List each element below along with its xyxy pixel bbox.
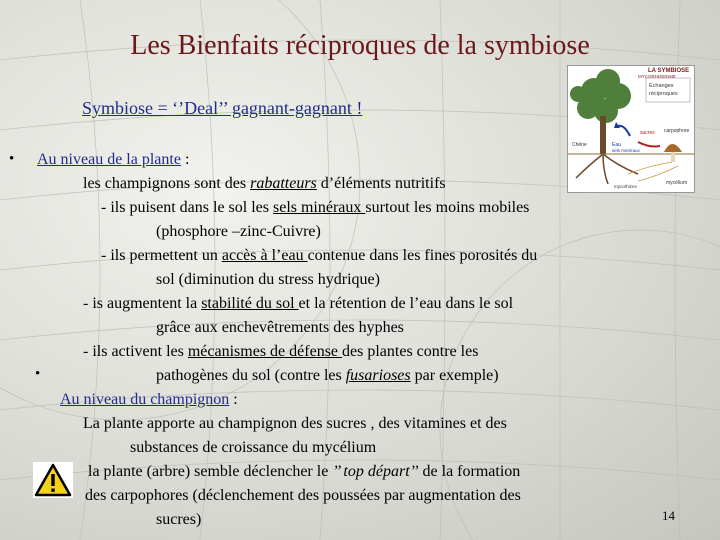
heading-plante-suffix: : <box>180 151 190 168</box>
label-carpophore: carpophore <box>664 128 690 134</box>
text: la plante (arbre) semble déclencher le <box>88 463 333 480</box>
label-echanges-2: réciproques <box>649 91 678 97</box>
label-echanges-1: Échanges <box>649 83 674 89</box>
heading-champignon-suffix: : <box>229 391 238 408</box>
champignon-line-2: substances de croissance du mycélium <box>130 439 377 456</box>
heading-champignon-text: Au niveau du champignon <box>60 391 230 408</box>
label-mycorhizes: mycorhizes <box>614 184 637 189</box>
label-sucres: sucres <box>640 130 655 136</box>
plante-line-4 <box>101 246 537 266</box>
text: par exemple) <box>410 367 499 384</box>
text: - ils activent les <box>83 343 188 360</box>
emphasis-fusarioses: fusarioses <box>345 367 411 384</box>
emphasis-rabatteurs: rabatteurs <box>250 175 317 192</box>
bullet-champignon: • <box>35 366 41 382</box>
warning-icon <box>33 462 73 498</box>
plante-line-1 <box>83 174 446 194</box>
mushroom-icon <box>664 144 682 162</box>
text: et la rétention de l’eau dans le sol <box>298 295 514 312</box>
text: - is augmentent la <box>83 295 202 312</box>
label-chene: Chêne <box>572 142 587 148</box>
plante-line-8 <box>83 342 478 362</box>
text: des plantes contre les <box>342 343 479 360</box>
emphasis-top-depart: ’’ top départ’’ <box>332 463 419 480</box>
plante-line-2 <box>101 198 529 218</box>
text: de la formation <box>418 463 521 480</box>
champignon-line-1: La plante apporte au champignon des sucres , des vitamines et des <box>83 415 507 432</box>
text: d’éléments nutritifs <box>316 175 446 192</box>
label-eau: Eau <box>612 142 621 148</box>
plante-line-6 <box>83 294 513 314</box>
emphasis-defense: mécanismes de défense <box>187 343 343 360</box>
tree-trunk <box>600 116 606 154</box>
champignon-line-5: sucres) <box>156 511 202 528</box>
emphasis-eau: accès à l’eau <box>221 247 308 264</box>
text: contenue dans les fines porosités du <box>307 247 538 264</box>
text: les champignons sont des <box>83 175 251 192</box>
label-sels: sels minéraux <box>612 148 640 153</box>
champignon-line-3 <box>88 462 520 482</box>
text: - ils puisent dans le sol les <box>101 199 273 216</box>
plante-line-9 <box>156 366 499 386</box>
emphasis-sels: sels minéraux <box>272 199 366 216</box>
slide-title: Les Bienfaits réciproques de la symbiose <box>130 30 590 61</box>
plante-line-7: grâce aux enchevêtrements des hyphes <box>156 319 404 336</box>
bullet-plante: • <box>9 151 15 167</box>
heading-plante-text: Au niveau de la plante <box>37 151 181 168</box>
emphasis-stabilite: stabilité du sol <box>201 295 299 312</box>
heading-champignon <box>60 390 238 410</box>
text: pathogènes du sol (contre les <box>156 367 346 384</box>
tree-canopy <box>570 69 631 123</box>
symbiosis-diagram <box>567 65 695 193</box>
slide-subtitle: Symbiose = ‘’Deal’’ gagnant-gagnant ! <box>82 98 363 118</box>
plante-line-5: sol (diminution du stress hydrique) <box>156 271 380 288</box>
heading-plante <box>37 150 189 170</box>
text: - ils permettent un <box>101 247 222 264</box>
page-number: 14 <box>662 508 675 523</box>
plante-line-3: (phosphore –zinc-Cuivre) <box>156 223 321 240</box>
label-mycelium: mycélium <box>666 180 688 186</box>
figure-title-2: MYCORHIZIENNE <box>638 74 676 79</box>
figure-title-1: LA SYMBIOSE <box>648 68 690 74</box>
champignon-line-4: des carpophores (déclenchement des poussées par augmentation des <box>85 487 521 504</box>
text: surtout les moins mobiles <box>365 199 530 216</box>
